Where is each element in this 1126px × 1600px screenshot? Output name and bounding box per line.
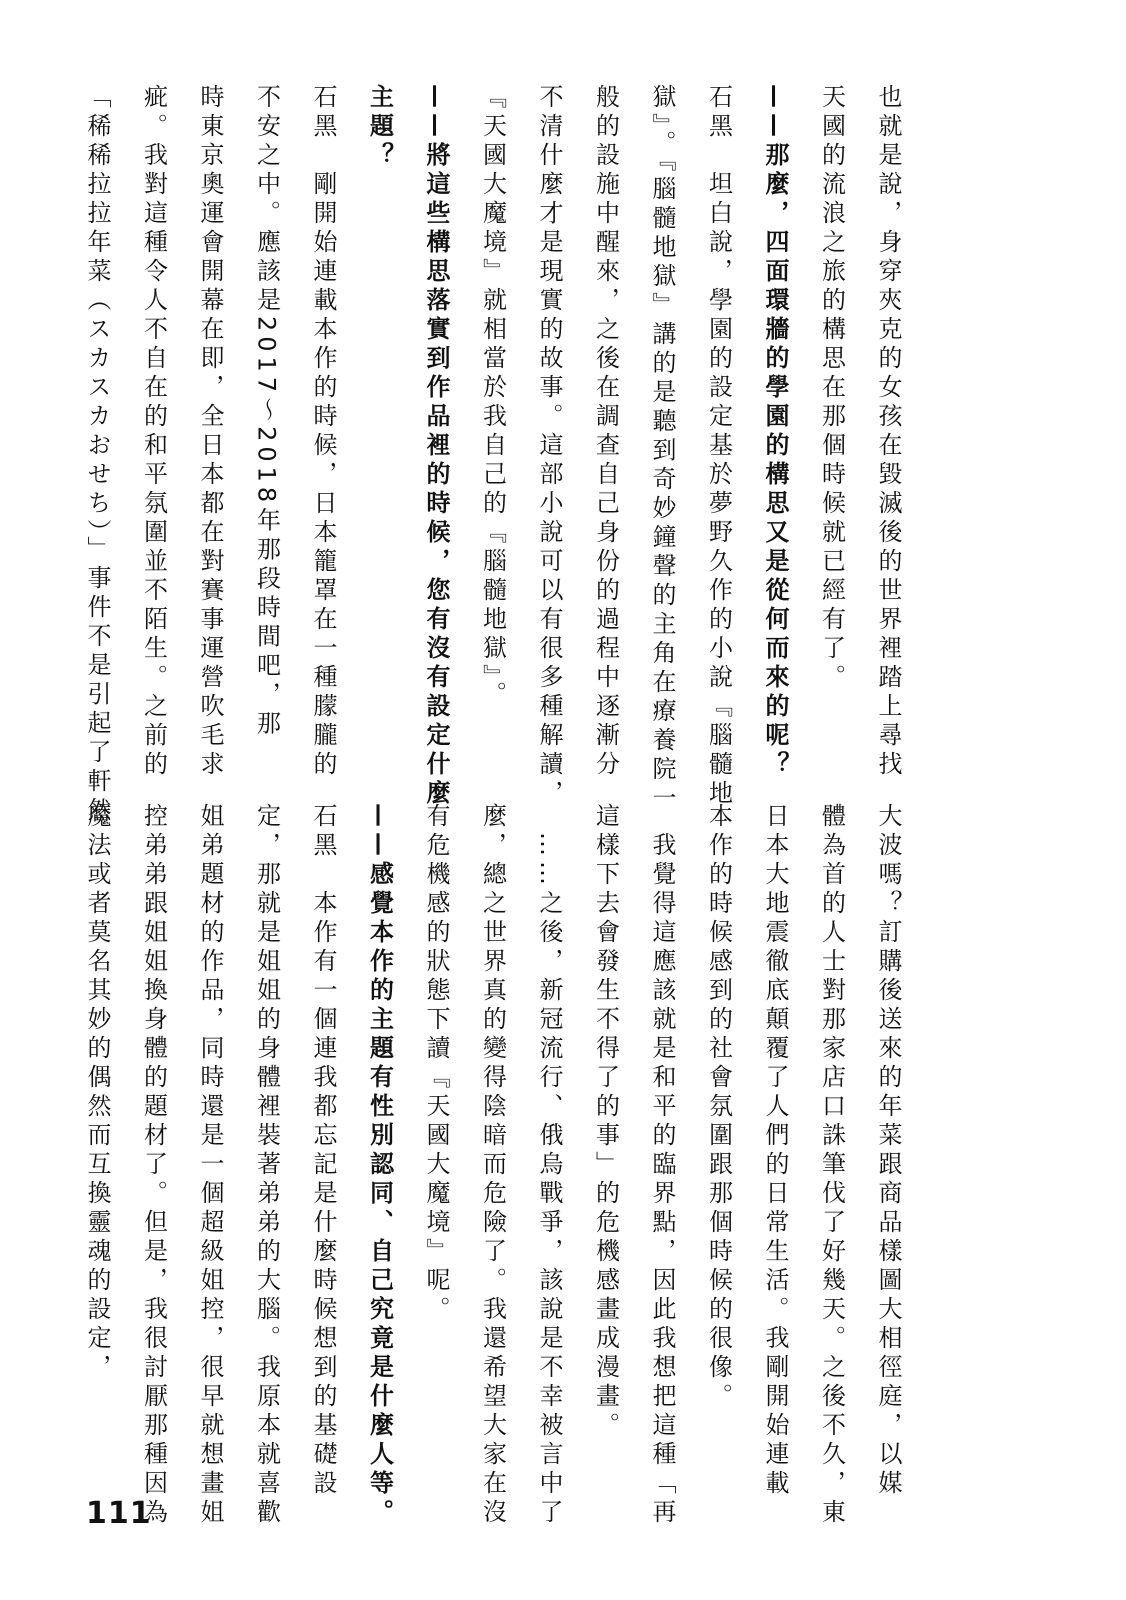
text-line: 我覺得這應該就是和平的臨界點，因此我想把這種「再 (648, 803, 676, 1528)
interview-question-line: ——那麼，四面環牆的學園的構思又是從何而來的呢？ (761, 84, 789, 780)
text-line: 有危機感的狀態下讀『天國大魔境』呢。 (422, 803, 450, 1325)
text-line: 時東京奧運會開幕在即，全日本都在對賽事運營吹毛求 (196, 84, 224, 780)
text-line: 姐弟題材的作品，同時還是一個超級姐控，很早就想畫姐 (196, 803, 224, 1528)
text-line: 本作的時候感到的社會氛圍跟那個時候的很像。 (704, 803, 733, 1412)
text-line: 般的設施中醒來，之後在調查自己身份的過程中逐漸分 (591, 84, 620, 780)
text-line: 石黑 本作有一個連我都忘記是什麼時候想到的基礎設 (309, 803, 337, 1499)
text-line: ……之後，新冠流行、俄烏戰爭，該說是不幸被言中了 (535, 803, 563, 1528)
interview-question-line: ——將這些構思落實到作品裡的時候，您有沒有設定什麼 (422, 84, 450, 809)
text-line: 控弟弟跟姐姐換身體的題材了。但是，我很討厭那種因為 (139, 803, 168, 1528)
text-line: 這樣下去會發生不得了的事」的危機感畫成漫畫。 (591, 803, 620, 1441)
text-block-top (83, 84, 916, 826)
text-line: 石黑 剛開始連載本作的時候，日本籠罩在一種朦朧的 (309, 84, 337, 780)
text-line: 不安之中。應該是2017～2018年那段時間吧，那 (252, 84, 281, 740)
page-number: 111 (86, 1496, 152, 1531)
text-line: 『天國大魔境』就相當於我自己的『腦髓地獄』。 (478, 84, 507, 710)
text-line: 疵。我對這種令人不自在的和平氛圍並不陌生。之前的 (139, 84, 168, 780)
text-line: 魔法或者莫名其妙的偶然而互換靈魂的設定， (83, 803, 111, 1383)
interview-question-line: ——感覺本作的主題有性別認同、自己究竟是什麼人等。 (365, 803, 394, 1528)
interview-question-line: 主題？ (365, 84, 394, 171)
text-line: 定，那就是姐姐的身體裡裝著弟弟的大腦。我原本就喜歡 (252, 803, 281, 1528)
text-line: 獄』。『腦髓地獄』講的是聽到奇妙鐘聲的主角在療養院一 (648, 84, 676, 814)
text-line: 日本大地震徹底顛覆了人們的日常生活。我剛開始連載 (761, 803, 789, 1499)
text-line: 體為首的人士對那家店口誅筆伐了好幾天。之後不久，東 (817, 803, 846, 1528)
text-line: 大波嗎？訂購後送來的年菜跟商品樣圖大相徑庭，以媒 (874, 803, 902, 1499)
text-line: 不清什麼才是現實的故事。這部小說可以有很多種解讀， (535, 84, 563, 809)
text-line: 天國的流浪之旅的構思在那個時候就已經有了。 (817, 84, 846, 693)
text-line: 「稀稀拉拉年菜（スカスカおせち）」事件不是引起了軒然 (83, 84, 111, 826)
text-line: 麼，總之世界真的變得陰暗而危險了。我還希望大家在沒 (478, 803, 507, 1528)
text-line: 石黑 坦白說，學園的設定基於夢野久作的小說『腦髓地 (704, 84, 733, 809)
text-line: 也就是說，身穿夾克的女孩在毀滅後的世界裡踏上尋找 (874, 84, 902, 780)
